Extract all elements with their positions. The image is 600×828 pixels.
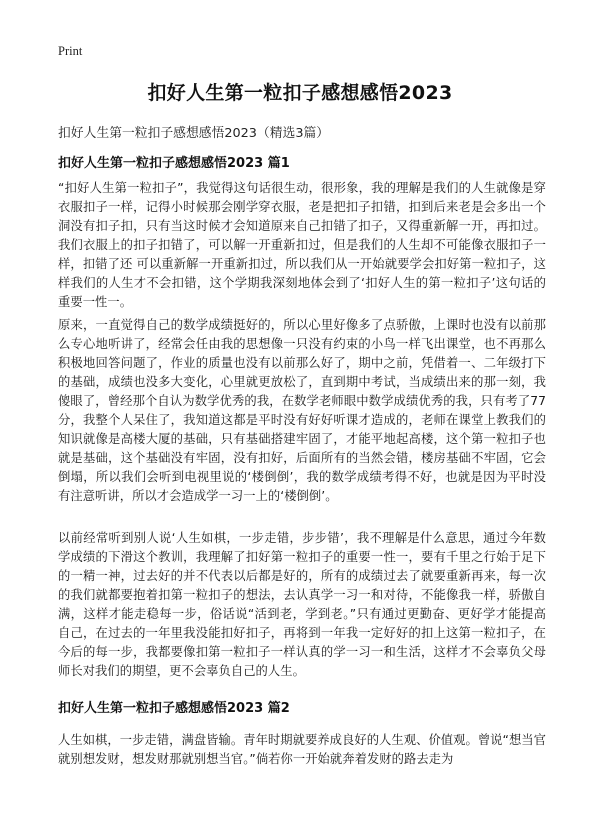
section-1-paragraph-1: “扣好人生第一粒扣子”，我觉得这句话很生动，很形象，我的理解是我们的人生就像是穿衣服扣子一样，记得小时候那会刚学穿衣服，老是把扣子扣错，扣到后来老是会多出一个洞没有扣子扣，只有当这时候才会知道原来自己扣错了扣子，又得重新解一开，再扣过。我们衣服上的扣子扣错了，可以解一开重新扣过，但是我们的人生却不可能像衣服扣子一样，扣错了还 可以重新解一开重新扣过，所以我们从一开始就要学会扣好第一粒扣子，这样我们的人生才不会扣错，这个学期我深刻地体会到了‘扣好人生的第一粒扣子’这句话的重要一性一。 [58, 181, 546, 309]
section-1-paragraph-2: 原来，一直觉得自己的数学成绩挺好的，所以心里好像多了点骄傲，上课时也没有以前那么专心地听讲了，经常会任由我的思想像一只没有约束的小鸟一样飞出课堂，也不再那么积极地回答问题了，作业的质量也没有以前那么好了，期中之前，凭借着一、二年级打下的基础，成绩也没多大变化，心里就更放松了，直到期中考试，当成绩出来的那一刻，我傻眼了，曾经那个自认为数学优秀的我，在数学老师眼中数学成绩优秀的我，只有考了77分，我整个人呆住了，我知道这都是平时没有好好听课才造成的，老师在课堂上教我们的知识就像是高楼大厦的基础，只有基础搭建牢固了，才能平地起高楼，这个第一粒扣子也就是基础，这个基础没有牢固，没有扣好，后面所有的当然会错，楼房基础不牢固，它会倒塌，所以我们会听到电视里说的‘楼倒倒’，我的数学成绩考得不好，也就是因为平时没有注意听讲，所以才会造成学一习一上的‘楼倒倒’。 [58, 318, 546, 503]
section-heading-1: 扣好人生第一粒扣子感想感悟2023 篇1 [58, 156, 290, 171]
page-title: 扣好人生第一粒扣子感想感悟2023 [147, 82, 453, 104]
section-heading-2: 扣好人生第一粒扣子感想感悟2023 篇2 [58, 701, 290, 716]
print-label[interactable]: Print [58, 44, 83, 58]
section-2-paragraph-1: 人生如棋，一步走错，满盘皆输。青年时期就要养成良好的人生观、价值观。曾说“想当官就别想发财，想发财那就别想当官。”倘若你一开始就奔着发财的路去走为 [58, 733, 546, 766]
page-subtitle: 扣好人生第一粒扣子感想感悟2023（精选3篇） [58, 126, 330, 141]
section-1-paragraph-3: 以前经常听到别人说‘人生如棋，一步走错，步步错’，我不理解是什么意思，通过今年数学成绩的下滑这个教训，我理解了扣好第一粒扣子的重要一性一，要有千里之行始于足下的一精一神，过去好的并不代表以后都是好的，所有的成绩过去了就要重新再来，每一次的我们就都要抱着扣第一粒扣子的想法，去认真学一习一和对待，不能像我一样，骄傲自满，这样才能走稳每一步，俗话说“活到老，学到老。”只有通过更勤奋、更好学才能提高自己，在过去的一年里我没能扣好扣子，再将到一年我一定好好的扣上这第一粒扣子，在今后的每一步，我都要像扣第一粒扣子一样认真的学一习一和生活，这样才不会辜负父母师长对我们的期望，更不会辜负自己的人生。 [58, 531, 546, 678]
